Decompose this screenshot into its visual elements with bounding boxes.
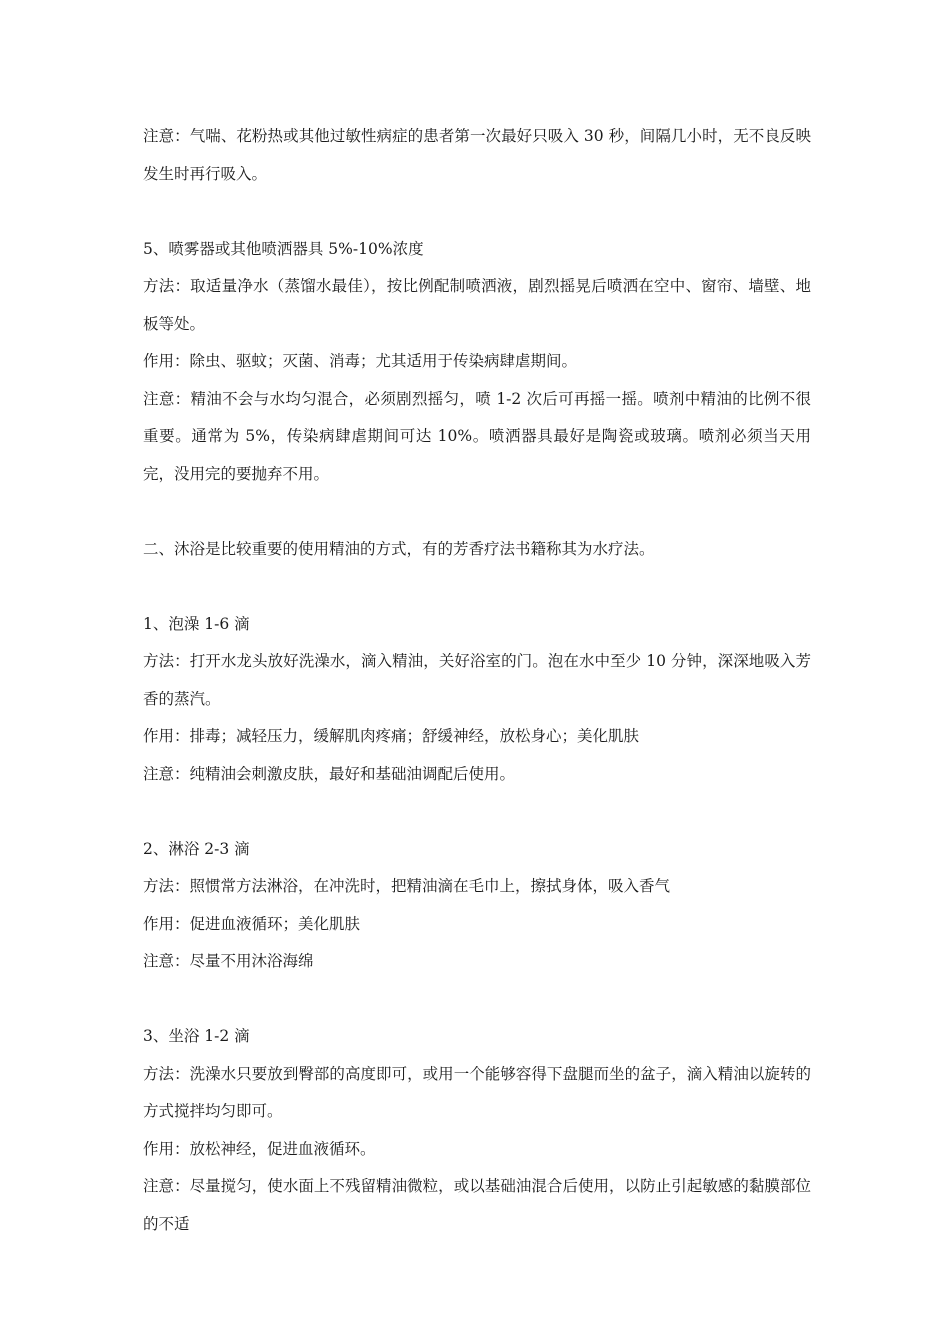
document-body [143,118,811,1243]
note-sitz-bath: 注意：尽量搅匀，使水面上不残留精油微粒，或以基础油混合后使用，以防止引起敏感的黏膜部位的不适 [143,1177,811,1233]
blank-line [143,568,811,606]
note-soak: 注意：纯精油会刺激皮肤，最好和基础油调配后使用。 [143,764,516,783]
note-shower: 注意：尽量不用沐浴海绵 [143,952,314,970]
blank-line [143,193,811,231]
blank-line [143,793,811,831]
effect-soak: 作用：排毒；减轻压力，缓解肌肉疼痛；舒缓神经，放松身心；美化肌肤 [143,727,640,745]
blank-line [143,981,811,1019]
heading-spray: 5、喷雾器或其他喷洒器具 5%-10%浓度 [143,239,424,258]
effect-sitz-bath: 作用：放松神经，促进血液循环。 [143,1139,376,1158]
method-sitz-bath: 方法：洗澡水只要放到臀部的高度即可，或用一个能够容得下盘腿而坐的盆子，滴入精油以旋转的方式搅拌均匀即可。 [143,1064,811,1120]
method-soak: 方法：打开水龙头放好洗澡水，滴入精油，关好浴室的门。泡在水中至少 10 分钟，深深地吸入芳香的蒸汽。 [143,652,811,708]
note-spray: 注意：精油不会与水均匀混合，必须剧烈摇匀，喷 1-2 次后可再摇一摇。喷剂中精油的比例不很重要。通常为 5%，传染病肆虐期间可达 10%。喷洒器具最好是陶瓷或玻璃。喷剂必须当天用完，没用完的要抛弃不用。 [143,389,811,483]
note-inhalation: 注意：气喘、花粉热或其他过敏性病症的患者第一次最好只吸入 30 秒，间隔几小时，无不良反映发生时再行吸入。 [143,127,811,183]
method-spray: 方法：取适量净水（蒸馏水最佳），按比例配制喷洒液，剧烈摇晃后喷洒在空中、窗帘、墙壁、地板等处。 [143,277,811,333]
heading-shower: 2、淋浴 2-3 滴 [143,839,250,858]
effect-spray: 作用：除虫、驱蚊；灭菌、消毒；尤其适用于传染病肆虐期间。 [143,352,578,370]
method-shower: 方法：照惯常方法淋浴，在冲洗时，把精油滴在毛巾上，擦拭身体，吸入香气 [143,877,671,895]
effect-shower: 作用：促进血液循环；美化肌肤 [143,914,361,933]
heading-soak: 1、泡澡 1-6 滴 [143,614,250,633]
heading-sitz-bath: 3、坐浴 1-2 滴 [143,1027,250,1045]
section-bathing: 二、沐浴是比较重要的使用精油的方式，有的芳香疗法书籍称其为水疗法。 [143,539,655,558]
blank-line [143,493,811,531]
